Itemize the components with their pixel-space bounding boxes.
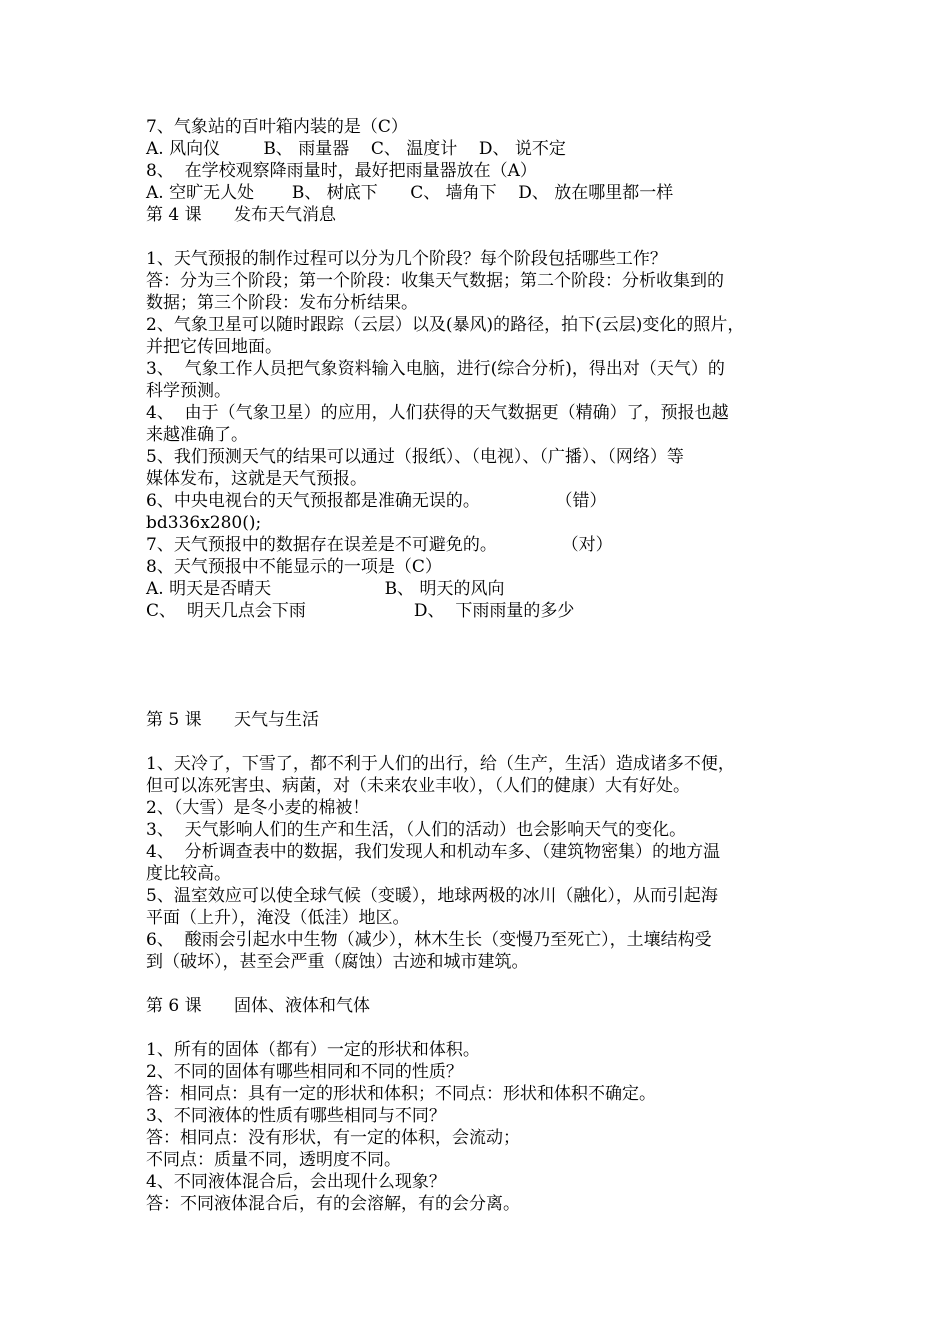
lesson-4-line: 并把它传回地面。 (146, 337, 282, 357)
lesson-4-line: 科学预测。 (146, 381, 231, 401)
lesson-5-line: 平面（上升），淹没（低洼）地区。 (146, 908, 410, 928)
lesson-4-line: 3、 气象工作人员把气象资料输入电脑，进行(综合分析)，得出对（天气）的 (146, 359, 725, 379)
lesson-6-line: 不同点：质量不同，透明度不同。 (146, 1150, 401, 1170)
lesson-4-line: 6、中央电视台的天气预报都是准确无误的。 （错） (146, 491, 607, 511)
lesson-6-line: 答：不同液体混合后，有的会溶解，有的会分离。 (146, 1194, 520, 1214)
question-8-options: A. 空旷无人处 B、 树底下 C、 墙角下 D、 放在哪里都一样 (146, 183, 674, 203)
lesson-6-line: 答：相同点：没有形状，有一定的体积，会流动； (146, 1128, 520, 1148)
lesson-4-line: 媒体发布，这就是天气预报。 (146, 469, 367, 489)
lesson-4-line: 来越准确了。 (146, 425, 248, 445)
lesson-5-line: 2、（大雪）是冬小麦的棉被！ (146, 798, 370, 818)
lesson-5-line: 1、天冷了，下雪了，都不利于人们的出行，给（生产，生活）造成诸多不便， (146, 754, 735, 774)
lesson-4-line: 2、气象卫星可以随时跟踪（云层）以及(暴风)的路径，拍下(云层)变化的照片， (146, 315, 745, 335)
lesson-4-line: A. 明天是否晴天 B、 明天的风向 (146, 579, 505, 599)
question-7-options: A. 风向仪 B、 雨量器 C、 温度计 D、 说不定 (146, 139, 566, 159)
lesson-5-title: 第 5 课 天气与生活 (146, 710, 320, 730)
lesson-6-line: 4、不同液体混合后，会出现什么现象？ (146, 1172, 446, 1192)
lesson-4-line: 5、我们预测天气的结果可以通过（报纸）、（电视）、（广播）、（网络）等 (146, 447, 684, 467)
lesson-6-line: 1、所有的固体（都有）一定的形状和体积。 (146, 1040, 480, 1060)
lesson-5-line: 5、温室效应可以使全球气候（变暖），地球两极的冰川（融化），从而引起海 (146, 886, 718, 906)
lesson-4-line: 1、天气预报的制作过程可以分为几个阶段？每个阶段包括哪些工作？ (146, 249, 667, 269)
lesson-6-line: 2、不同的固体有哪些相同和不同的性质？ (146, 1062, 463, 1082)
lesson-4-line: 答：分为三个阶段；第一个阶段：收集天气数据；第二个阶段：分析收集到的 (146, 271, 724, 291)
lesson-5-line: 4、 分析调查表中的数据，我们发现人和机动车多、（建筑物密集）的地方温 (146, 842, 721, 862)
lesson-4-line: C、 明天几点会下雨 D、 下雨雨量的多少 (146, 601, 575, 621)
lesson-5-line: 到（破坏），甚至会严重（腐蚀）古迹和城市建筑。 (146, 952, 529, 972)
lesson-4-title: 第 4 课 发布天气消息 (146, 205, 337, 225)
lesson-6-line: 3、不同液体的性质有哪些相同与不同？ (146, 1106, 446, 1126)
lesson-4-line: 4、 由于（气象卫星）的应用，人们获得的天气数据更（精确）了，预报也越 (146, 403, 729, 423)
lesson-5-line: 6、 酸雨会引起水中生物（减少），林木生长（变慢乃至死亡），土壤结构受 (146, 930, 712, 950)
lesson-4-line: 7、天气预报中的数据存在误差是不可避免的。 （对） (146, 535, 613, 555)
lesson-4-line: 8、天气预报中不能显示的一项是（C） (146, 557, 442, 577)
lesson-5-line: 但可以冻死害虫、病菌，对（未来农业丰收），（人们的健康）大有好处。 (146, 776, 690, 796)
lesson-5-line: 度比较高。 (146, 864, 231, 884)
question-8: 8、 在学校观察降雨量时，最好把雨量器放在（A） (146, 161, 537, 181)
question-7: 7、气象站的百叶箱内装的是（C） (146, 117, 408, 137)
lesson-4-line: 数据；第三个阶段：发布分析结果。 (146, 293, 418, 313)
lesson-6-line: 答：相同点：具有一定的形状和体积；不同点：形状和体积不确定。 (146, 1084, 656, 1104)
lesson-4-line: bd336x280(); (146, 513, 262, 533)
lesson-6-title: 第 6 课 固体、液体和气体 (146, 996, 371, 1016)
lesson-5-line: 3、 天气影响人们的生产和生活，（人们的活动）也会影响天气的变化。 (146, 820, 687, 840)
